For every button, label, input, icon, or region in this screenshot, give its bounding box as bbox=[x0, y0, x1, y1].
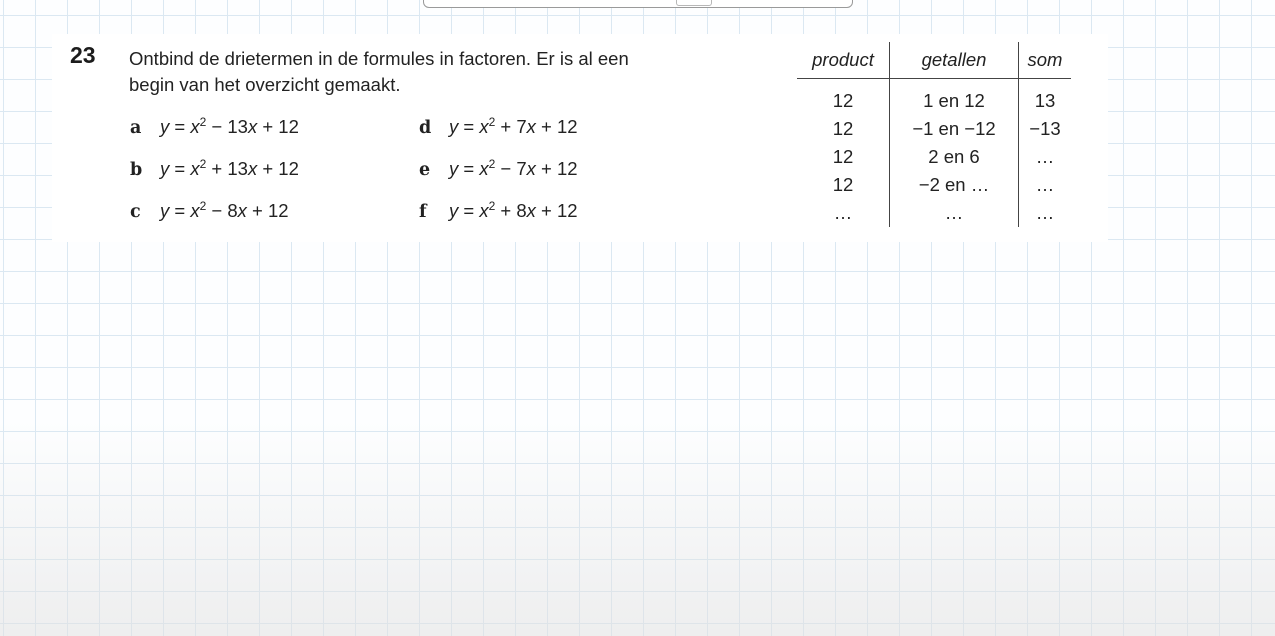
table-row bbox=[797, 79, 1071, 116]
table-row bbox=[797, 143, 1071, 171]
cell-som: −13 bbox=[1019, 115, 1072, 143]
item-c bbox=[130, 200, 289, 222]
item-formula: $y = x^2 - 8x + 12$ bbox=[160, 199, 289, 221]
item-formula: $y = x^2 - 7x + 12$ bbox=[449, 157, 578, 179]
cell-getallen: … bbox=[890, 199, 1019, 227]
cell-getallen: 1 en 12 bbox=[890, 79, 1019, 116]
item-formula: $y = x^2 - 13x + 12$ bbox=[160, 115, 299, 137]
table-row bbox=[797, 115, 1071, 143]
cell-getallen: 2 en 6 bbox=[890, 143, 1019, 171]
cell-product: 12 bbox=[832, 174, 854, 195]
item-b bbox=[130, 158, 299, 180]
item-label: a bbox=[130, 118, 142, 138]
top-window-tab[interactable] bbox=[423, 0, 853, 8]
cell-product: 12 bbox=[832, 118, 854, 139]
item-label: c bbox=[130, 202, 141, 222]
item-a bbox=[130, 116, 299, 138]
cell-product: … bbox=[833, 202, 853, 223]
cell-getallen: −2 en … bbox=[890, 171, 1019, 199]
item-label: e bbox=[419, 160, 431, 180]
item-e bbox=[419, 158, 578, 180]
factor-overview-table bbox=[797, 42, 1071, 227]
exercise-instruction bbox=[129, 46, 629, 98]
tab-handle[interactable] bbox=[676, 0, 712, 6]
item-d bbox=[419, 116, 578, 138]
instruction-line-2: begin van het overzicht gemaakt. bbox=[129, 74, 401, 95]
item-label: d bbox=[419, 118, 432, 138]
table-header-row bbox=[797, 42, 1071, 79]
exercise-number: 23 bbox=[70, 42, 96, 68]
table-row bbox=[797, 171, 1071, 199]
cell-som: … bbox=[1019, 143, 1072, 171]
instruction-line-1: Ontbind de drietermen in de formules in factoren. Er is al een bbox=[129, 48, 629, 69]
cell-som: … bbox=[1019, 199, 1072, 227]
header-som: som bbox=[1019, 42, 1072, 79]
cell-som: 13 bbox=[1019, 79, 1072, 116]
item-formula: $y = x^2 + 13x + 12$ bbox=[160, 157, 299, 179]
header-product: product bbox=[797, 42, 890, 79]
table-row bbox=[797, 199, 1071, 227]
cell-getallen: −1 en −12 bbox=[890, 115, 1019, 143]
cell-som: … bbox=[1019, 171, 1072, 199]
item-label: b bbox=[130, 160, 143, 180]
item-f bbox=[419, 200, 578, 222]
header-getallen: getallen bbox=[890, 42, 1019, 79]
item-formula: $y = x^2 + 7x + 12$ bbox=[449, 115, 578, 137]
cell-product: 12 bbox=[832, 90, 854, 111]
factor-table bbox=[797, 42, 1071, 227]
item-formula: $y = x^2 + 8x + 12$ bbox=[449, 199, 578, 221]
item-label: f bbox=[419, 202, 427, 222]
cell-product: 12 bbox=[832, 146, 854, 167]
